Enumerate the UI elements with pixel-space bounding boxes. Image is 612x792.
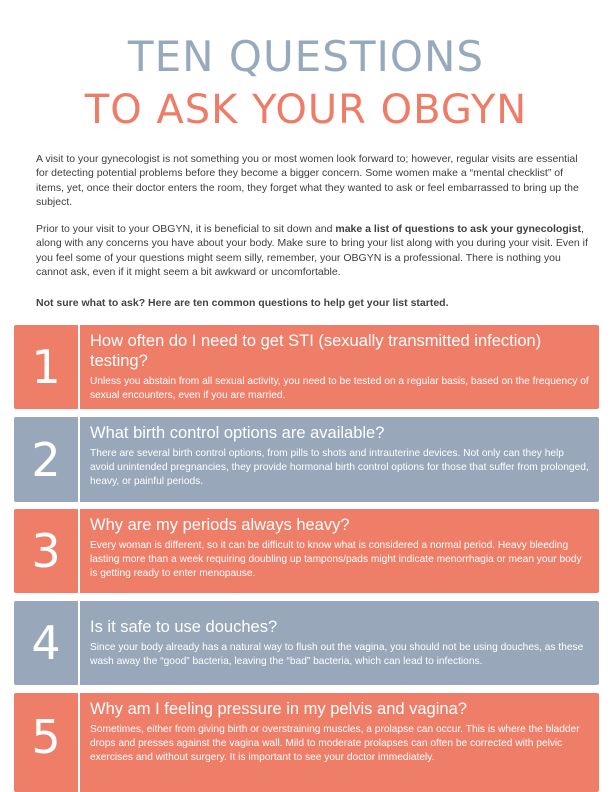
question-divider <box>78 509 80 593</box>
question-card-5 <box>14 693 599 792</box>
question-content-1 <box>90 331 591 403</box>
question-number-3: 3 <box>31 524 61 578</box>
question-body-4: Since your body already has a natural way to flush out the vagina, you should not be using douches, as these wash away the “good” bacteria, leaving the “bad” bacteria, which can lead to infections. <box>90 642 584 667</box>
question-divider <box>78 601 80 685</box>
question-card-3 <box>14 509 599 593</box>
question-number-1: 1 <box>31 340 61 394</box>
question-body-1: Unless you abstain from all sexual activity, you need to be tested on a regular basis, based on the frequency of sexual encounters, even if you are married. <box>90 376 589 401</box>
question-divider <box>78 325 80 409</box>
question-title-4: Is it safe to use douches? <box>90 618 278 636</box>
page-title-line-1: TEN QUESTIONS <box>127 32 485 81</box>
question-title-3: Why are my periods always heavy? <box>90 516 350 534</box>
intro-paragraph-2-end: , along with any concerns you have about your body. Make sure to bring your list along with you during your visit. Even if you feel some of your questions might seem silly, remember, your OBGYN is a professional. There is nothing you cannot ask, even if it might seem a bit awkward or uncomfortable. <box>36 223 588 278</box>
question-title-1: How often do I need to get STI (sexually transmitted infection) testing? <box>90 332 542 370</box>
question-content-5 <box>90 699 591 765</box>
question-card-2 <box>14 417 599 502</box>
intro-paragraph-3: Not sure what to ask? Here are ten common questions to help get your list started. <box>36 297 449 309</box>
question-number-5: 5 <box>31 710 61 764</box>
question-body-2: There are several birth control options, from pills to shots and intrauterine devices. Not only can they help avoid unintended pregnancies, they provide hormonal birth control options for those that suffer from prolonged, heavy, or painful periods. <box>90 448 589 487</box>
intro-paragraph-2 <box>36 222 588 279</box>
question-title-2: What birth control options are available? <box>90 424 385 442</box>
question-number-4: 4 <box>31 616 61 670</box>
question-card-4 <box>14 601 599 685</box>
intro-paragraph-2-start: Prior to your visit to your OBGYN, it is beneficial to sit down and <box>36 223 336 235</box>
question-body-5: Sometimes, either from giving birth or overstraining muscles, a prolapse can occur. This is where the bladder drops and presses against the vagina wall. Mild to moderate prolapses can often be corrected with pelvic exercises and without surgery. It is important to see your doctor immediately. <box>90 724 580 763</box>
question-divider <box>78 693 80 792</box>
page-title-line-2: TO ASK YOUR OBGYN <box>84 87 528 133</box>
question-title-5: Why am I feeling pressure in my pelvis and vagina? <box>90 700 467 718</box>
intro-paragraph-1: A visit to your gynecologist is not something you or most women look forward to; however, regular visits are essential for detecting potential problems before they become a bigger concern. Some women make a “mental checklist” of items, yet, once their doctor enters the room, they forget what they wanted to ask or feel embarrassed to bring up the subject. <box>36 153 579 208</box>
intro-paragraph-2-bold: make a list of questions to ask your gynecologist <box>335 223 582 235</box>
question-number-2: 2 <box>31 432 61 487</box>
question-content-2 <box>90 423 591 489</box>
question-content-3 <box>90 515 591 581</box>
question-body-3: Every woman is different, so it can be difficult to know what is considered a normal period. Heavy bleeding lasting more than a week requiring doubling up tampons/pads might indicate menorrhagia or mean your body is getting ready to enter menopause. <box>90 540 582 579</box>
question-divider <box>78 417 80 502</box>
question-card-1 <box>14 325 599 409</box>
question-content-4 <box>90 617 591 669</box>
